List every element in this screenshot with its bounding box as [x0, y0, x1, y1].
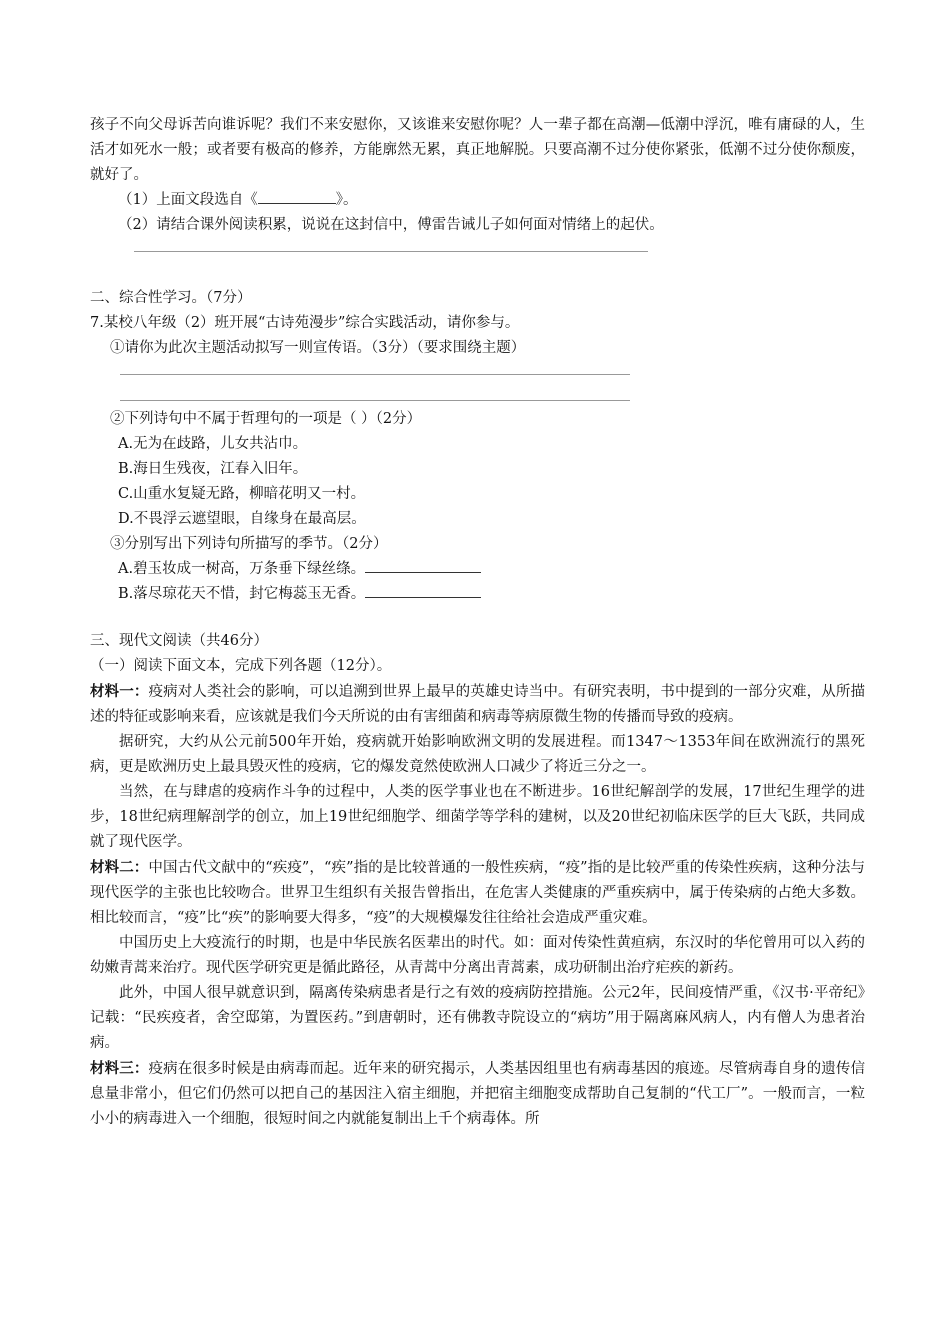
option-a: A.无为在歧路，儿女共沾巾。	[118, 436, 308, 452]
material-1-para-2: 据研究，大约从公元前500年开始，疫病就开始影响欧洲文明的发展进程。而1347～1353年间在欧洲流行的黑死病，更是欧洲历史上最具毁灭性的疫病，它的爆发竟然使欧洲人口减少了将近三分之一。	[90, 734, 865, 775]
option-b: B.海日生残夜，江春入旧年。	[118, 461, 308, 477]
section-3-heading: 三、现代文阅读（共46分）	[90, 633, 268, 649]
question-7-stem: 7.某校八年级（2）班开展“古诗苑漫步”综合实践活动，请你参与。	[90, 315, 520, 331]
section-2-heading: 二、综合性学习。（7分）	[90, 290, 252, 306]
question-7-2: ②下列诗句中不属于哲理句的一项是（ ）（2分）	[110, 411, 422, 427]
answer-blank-book-title[interactable]	[258, 203, 336, 204]
material-2-para-3: 此外，中国人很早就意识到，隔离传染病患者是行之有效的疫病防控措施。公元2年，民间疫情严重，《汉书·平帝纪》记载：“民疾疫者，舍空邸第，为置医药。”到唐朝时，还有佛教寺院设立的“病坊”用于隔离麻风病人，内有僧人为患者治病。	[90, 985, 865, 1051]
question-7-3: ③分别写出下列诗句所描写的季节。（2分）	[110, 536, 388, 552]
answer-blank-season-b[interactable]	[365, 597, 481, 598]
question-6-1: （1）上面文段选自《 》。	[118, 192, 358, 208]
material-1-para-3: 当然，在与肆虐的疫病作斗争的过程中，人类的医学事业也在不断进步。16世纪解剖学的发展，17世纪生理学的进步，18世纪病理解剖学的创立，加上19世纪细胞学、细菌学等学科的建树，以及20世纪初临床医学的巨大飞跃，共同成就了现代医学。	[90, 784, 865, 850]
question-6-2: （2）请结合课外阅读积累，说说在这封信中，傅雷告诫儿子如何面对情绪上的起伏。	[118, 217, 664, 233]
answer-blank-season-a[interactable]	[365, 572, 481, 573]
option-d: D.不畏浮云遮望眼，自缘身在最高层。	[118, 511, 366, 527]
exam-page	[90, 113, 865, 1132]
season-item-a: A.碧玉妆成一树高，万条垂下绿丝绦。	[90, 557, 865, 582]
question-7-1: ①请你为此次主题活动拟写一则宣传语。（3分）（要求围绕主题）	[110, 340, 526, 356]
material-3-para-1: 材料三：疫病在很多时候是由病毒而起。近年来的研究揭示，人类基因组里也有病毒基因的痕迹。尽管病毒自身的遗传信息量非常小，但它们仍然可以把自己的基因注入宿主细胞，并把宿主细胞变成帮助自己复制的“代工厂”。一般而言，一粒小小的病毒进入一个细胞，很短时间之内就能复制出上千个病毒体。所	[90, 1060, 865, 1127]
material-2-para-2: 中国历史上大疫流行的时期，也是中华民族名医辈出的时代。如：面对传染性黄疸病，东汉时的华佗曾用可以入药的幼嫩青蒿来治疗。现代医学研究更是循此路径，从青蒿中分离出青蒿素，成功研制出治疗疟疾的新药。	[90, 935, 865, 976]
material-1-para-1: 材料一：疫病对人类社会的影响，可以追溯到世界上最早的英雄史诗当中。有研究表明，书中提到的一部分灾难，从所描述的特征或影响来看，应该就是我们今天所说的由有害细菌和病毒等病原微生物的传播而导致的疫病。	[90, 683, 865, 725]
material-2-para-1: 材料二：中国古代文献中的“疾疫”，“疾”指的是比较普通的一般性疾病，“疫”指的是比较严重的传染性疾病，这种分法与现代医学的主张也比较吻合。世界卫生组织有关报告曾指出，在危害人类健康的严重疾病中，属于传染病的占绝大多数。相比较而言，“疫”比“疾”的影响要大得多，“疫”的大规模爆发往往给社会造成严重灾难。	[90, 859, 865, 926]
option-c: C.山重水复疑无路，柳暗花明又一村。	[118, 486, 366, 502]
season-item-b: B.落尽琼花天不惜，封它梅蕊玉无香。	[90, 582, 865, 607]
passage-continuation: 孩子不向父母诉苦向谁诉呢？我们不来安慰你，又该谁来安慰你呢？人一辈子都在高潮—低潮中浮沉，唯有庸碌的人，生活才如死水一般；或者要有极高的修养，方能廓然无累，真正地解脱。只要高潮不过分使你紧张，低潮不过分使你颓废，就好了。	[90, 117, 865, 183]
section-3-sub-heading: （一）阅读下面文本，完成下列各题（12分）。	[90, 658, 392, 674]
